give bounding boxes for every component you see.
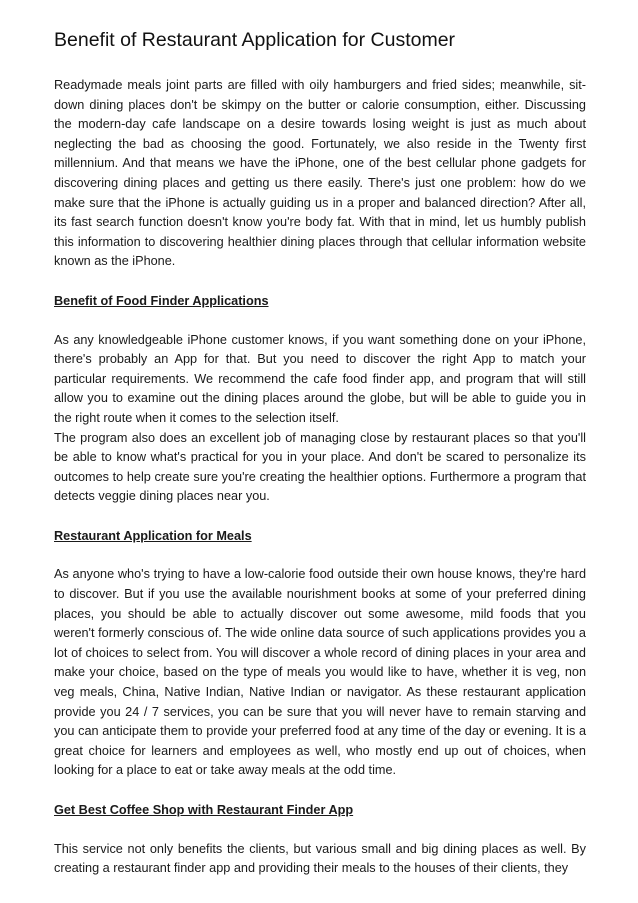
document-title: Benefit of Restaurant Application for Customer: [54, 29, 456, 51]
section-heading-restaurant-meals: Restaurant Application for Meals: [54, 528, 252, 543]
intro-paragraph: Readymade meals joint parts are filled with oily hamburgers and fried sides; meanwhile, sit-down dining places don't be skimpy on the butter or calorie consumption, either. Discussing the modern-day cafe landscape on a desire towards losing weight is just as much about neglecting the bad as choosing the good. Fortunately, we also reside in the Twenty first millennium. And that means we have the iPhone, one of the best cellular phone gadgets for discovering dining places and getting us there easily. There's just one problem: how do we make sure that the iPhone is actually guiding us in a proper and balanced direction? After all, its fast search function doesn't know you're body fat. With that in mind, let us humbly publish this information to discovering healthier dining places through that cellular information website known as the iPhone.: [54, 78, 586, 269]
section-body-food-finder: As any knowledgeable iPhone customer knows, if you want something done on your iPhone, there's probably an App for that. But you need to discover the right App to match your particular requirements. We recommend the cafe food finder app, and program that will still allow you to examine out the dining places around the globe, but will be able to guide you in the right route when it comes to the selection itself. The program also does an excellent job of managing close by restaurant places so that you'll be able to know what's practical for you in your place. And don't be scared to personalize its outcomes to help create sure you're creating the healthier options. Furthermore a program that detects veggie dining places near you.: [54, 332, 586, 504]
section-heading-coffee-shop: Get Best Coffee Shop with Restaurant Finder App: [54, 803, 354, 817]
section-body-restaurant-meals: As anyone who's trying to have a low-calorie food outside their own house knows, they're hard to discover. But if you use the available nourishment books at some of your preferred dining places, you should be able to actually discover out some awesome, mild foods that you weren't formerly conscious of. The wide online data source of such applications provides you a lot of choices to select from. You will discover a whole record of dining places in your area and make your choice, based on the type of meals you would like to have, whether it is veg, non veg meals, China, Native Indian, Native Indian or navigator. As these restaurant application provide you 24 / 7 services, you can be sure that you will never have to remain starving and you can anticipate them to provide your preferred food at any time of the day or evening. It is a great choice for learners and employees as well, who mostly end up out of choices, when looking for a place to eat or take away meals at the odd time.: [54, 567, 586, 778]
section-heading-food-finder: Benefit of Food Finder Applications: [54, 293, 269, 308]
section-body-coffee-shop: This service not only benefits the clients, but various small and big dining places as well. By creating a restaurant finder app and providing their meals to the houses of their clients, they: [54, 841, 586, 876]
